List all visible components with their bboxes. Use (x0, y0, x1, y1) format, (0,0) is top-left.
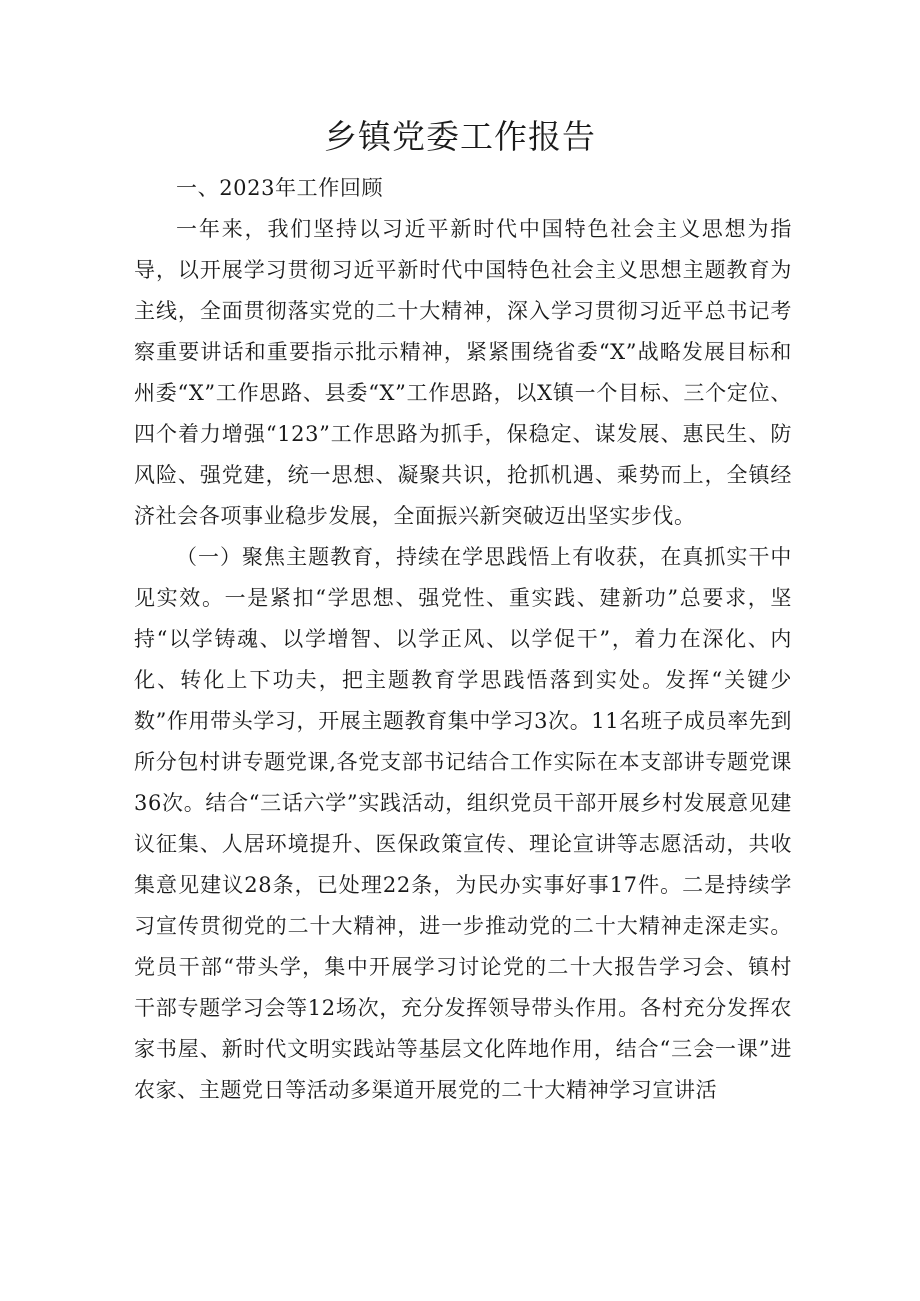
document-body (134, 168, 792, 1111)
paragraph-theme-education: （一）聚焦主题教育，持续在学思践悟上有收获，在真抓实干中见实效。一是紧扣“学思想、强党性、重实践、建新功”总要求，坚持“以学铸魂、以学增智、以学正风、以学促干”，着力在深化、内化、转化上下功夫，把主题教育学思践悟落到实处。发挥“关键少数”作用带头学习，开展主题教育集中学习3次。11名班子成员率先到所分包村讲专题党课,各党支部书记结合工作实际在本支部讲专题党课36次。结合“三话六学”实践活动，组织党员干部开展乡村发展意见建议征集、人居环境提升、医保政策宣传、理论宣讲等志愿活动，共收集意见建议28条，已处理22条，为民办实事好事17件。二是持续学习宣传贯彻党的二十大精神，进一步推动党的二十大精神走深走实。党员干部“带头学，集中开展学习讨论党的二十大报告学习会、镇村干部专题学习会等12场次，充分发挥领导带头作用。各村充分发挥农家书屋、新时代文明实践站等基层文化阵地作用，结合“三会一课”进农家、主题党日等活动多渠道开展党的二十大精神学习宣讲活 (134, 545, 793, 1102)
section-heading: 一、2023年工作回顾 (176, 176, 384, 200)
paragraph-overview: 一年来，我们坚持以习近平新时代中国特色社会主义思想为指导，以开展学习贯彻习近平新时代中国特色社会主义思想主题教育为主线，全面贯彻落实党的二十大精神，深入学习贯彻习近平总书记考察重要讲话和重要指示批示精神，紧紧围绕省委“X”战略发展目标和州委“X”工作思路、县委“X”工作思路，以X镇一个目标、三个定位、四个着力增强“123”工作思路为抓手，保稳定、谋发展、惠民生、防风险、强党建，统一思想、凝聚共识，抢抓机遇、乘势而上，全镇经济社会各项事业稳步发展，全面振兴新突破迈出坚实步伐。 (134, 217, 792, 528)
document-title: 乡镇党委工作报告 (324, 117, 596, 156)
